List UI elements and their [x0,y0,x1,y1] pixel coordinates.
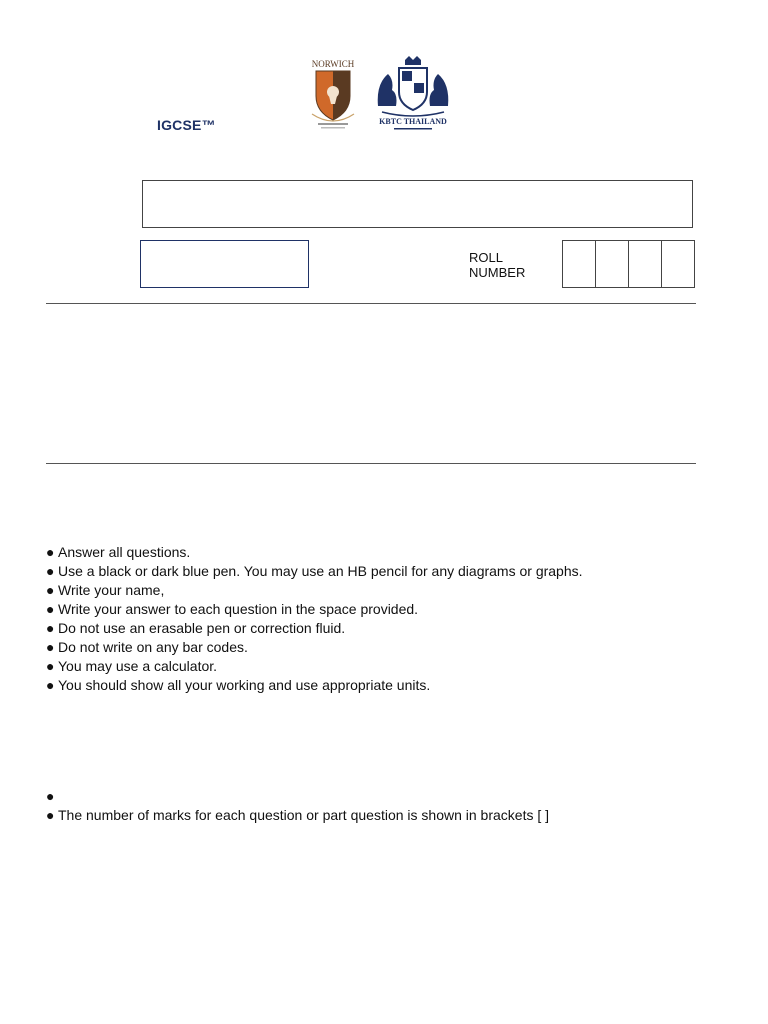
roll-label-line1: ROLL [469,250,503,265]
bullet-icon: ● [46,807,55,823]
instruction-item: ● Do not write on any bar codes. [46,639,248,655]
instruction-item: ● You may use a calculator. [46,658,218,674]
divider-bottom [46,463,696,464]
bullet-icon: ● [46,639,55,655]
centre-number-field[interactable] [140,240,309,288]
bullet-icon: ● [46,788,55,804]
bullet-icon: ● [46,658,55,674]
instruction-item: ● Write your answer to each question in the space provided. [46,601,419,617]
instruction-item: ● Do not use an erasable pen or correction fluid. [46,620,346,636]
roll-number-digit-3[interactable] [629,241,662,287]
divider-top [46,303,696,304]
kbtc-logo-text: KBTC THAILAND [379,117,447,126]
bullet-icon: ● [46,582,55,598]
norwich-logo-text: NORWICH [311,59,355,69]
instruction-item: ● You should show all your working and use appropriate units. [46,677,431,693]
instruction-item: ● Use a black or dark blue pen. You may use an HB pencil for any diagrams or graphs. [46,563,583,579]
roll-number-label [469,250,525,280]
roll-number-digit-2[interactable] [596,241,629,287]
roll-number-boxes [562,240,695,288]
information-list [46,787,549,825]
roll-label-line2: NUMBER [469,265,526,280]
candidate-name-field[interactable] [142,180,693,228]
roll-number-digit-4[interactable] [662,241,694,287]
bullet-icon: ● [46,544,55,560]
instruction-item: ● Write your name, [46,582,165,598]
qualification-title: IGCSE™ [157,117,216,133]
information-item: ● The number of marks for each question or part question is shown in brackets [ ] [46,807,550,823]
bullet-icon: ● [46,677,55,693]
norwich-logo [302,56,364,132]
bullet-icon: ● [46,601,55,617]
bullet-icon: ● [46,563,55,579]
instructions-list [46,543,583,695]
bullet-icon: ● [46,620,55,636]
instruction-item: ● Answer all questions. [46,544,191,560]
information-item [46,787,549,806]
kbtc-thailand-logo [372,54,454,132]
roll-number-digit-1[interactable] [563,241,596,287]
